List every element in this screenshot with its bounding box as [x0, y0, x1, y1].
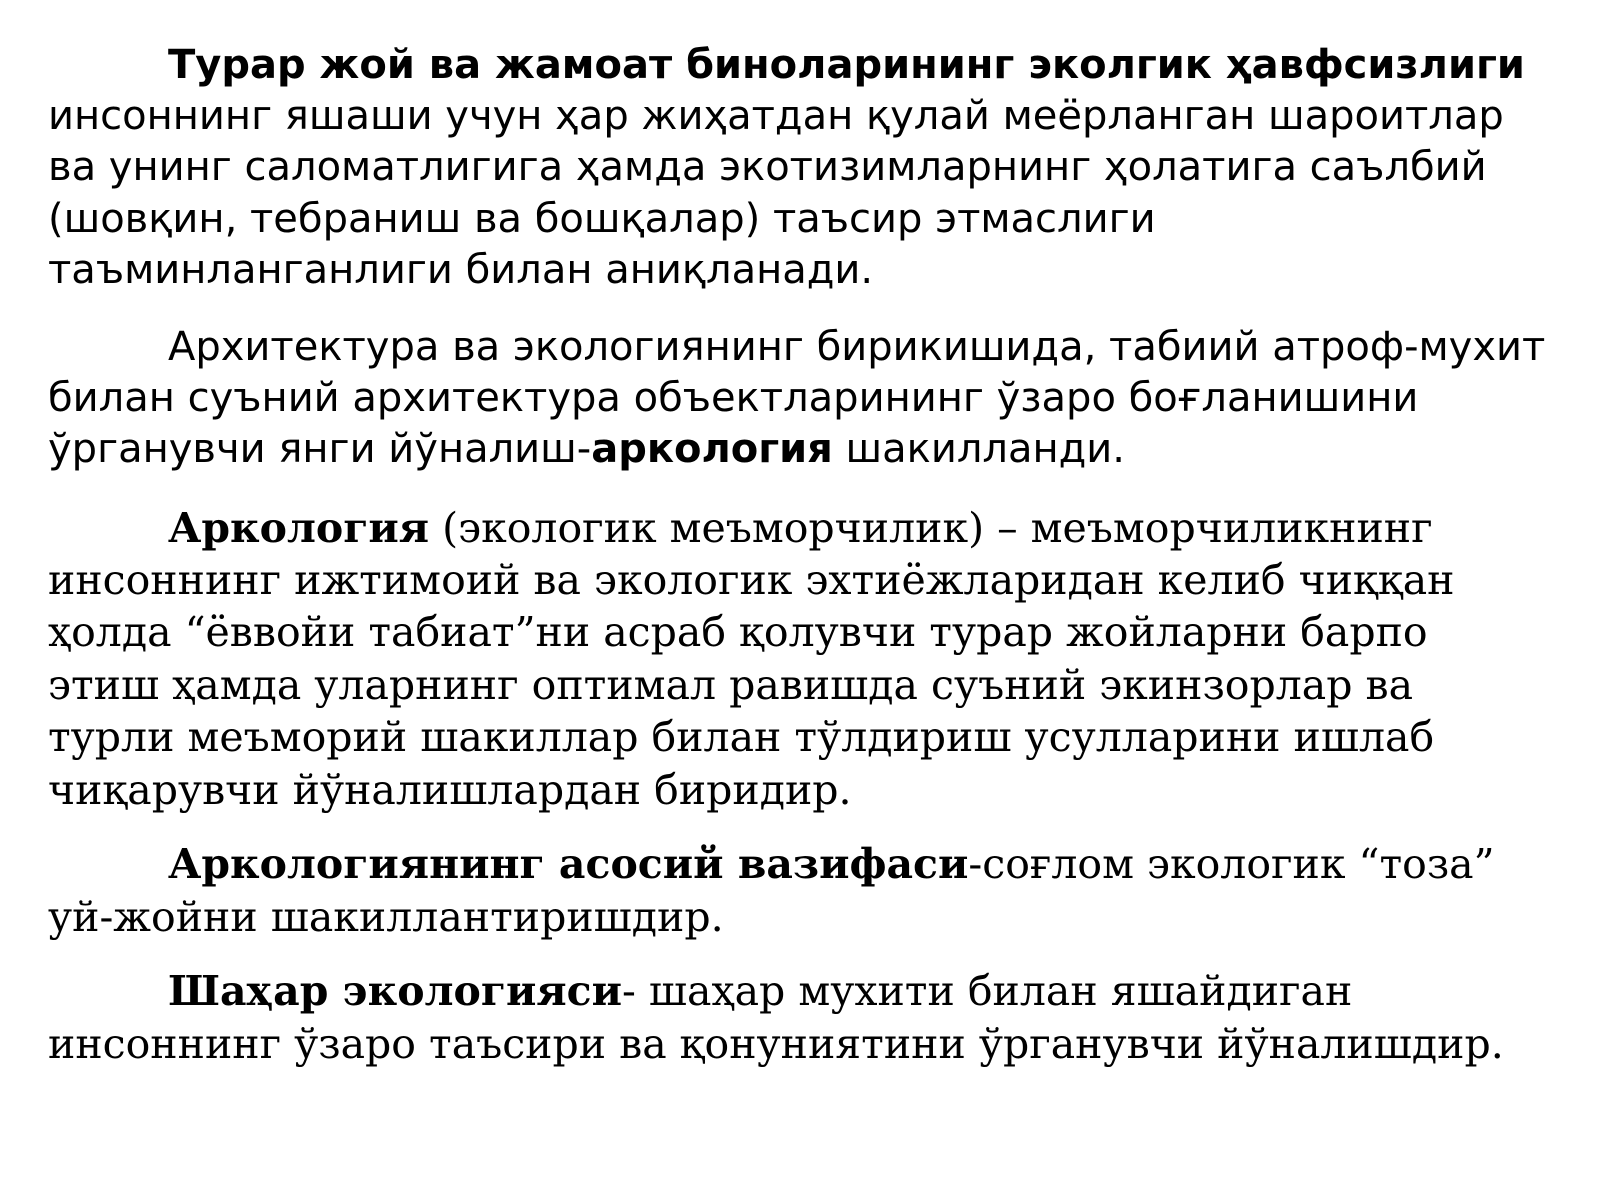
text-run-bold: Аркология [168, 503, 430, 552]
text-run: инсоннинг яшаши учун ҳар жиҳатдан қулай меёрланган шароитлар ва унинг саломатлигига ҳамда экотизимларнинг ҳолатига саълбий (шовқин, тебраниш ва бошқалар) таъсир этмаслиги таъминланганлиги билан аниқланади. [48, 93, 1504, 293]
paragraph [48, 965, 1548, 1070]
paragraph [48, 502, 1548, 817]
text-run-bold: Аркологиянинг асосий вазифаси [168, 840, 969, 889]
text-run: - шаҳар мухити билан яшайдиган инсоннинг ўзаро таъсири ва қонуниятини ўрганувчи йўналишдир. [48, 967, 1504, 1068]
paragraph [48, 838, 1548, 943]
text-run-bold: Шаҳар экологияси [168, 967, 623, 1016]
paragraph [48, 322, 1548, 476]
text-run: Архитектура ва экологиянинг бирикишида, табиий атроф-мухит билан суъний архитектура объектларининг ўзаро боғланишини ўрганувчи янги йўналиш- [48, 323, 1546, 473]
paragraph [48, 40, 1548, 296]
text-run: -соғлом экологик “тоза” уй-жойни шакиллантиришдир. [48, 840, 1495, 941]
text-run-bold: Турар жой ва жамоат биноларининг эколгик ҳавфсизлиги [168, 42, 1525, 88]
text-run: (экологик меъморчилик) – меъморчиликнинг инсоннинг ижтимоий ва экологик эхтиёжларидан келиб чиққан ҳолда “ёввойи табиат”ни асраб қолувчи турар жойларни барпо этиш ҳамда уларнинг оптимал равишда суъний экинзорлар ва турли меъморий шакиллар билан тўлдириш усулларини ишлаб чиқарувчи йўналишлардан биридир. [48, 503, 1455, 814]
text-run: шакилланди. [832, 426, 1125, 473]
slide-body-text [48, 40, 1548, 1070]
text-run-bold: аркология [591, 426, 833, 473]
